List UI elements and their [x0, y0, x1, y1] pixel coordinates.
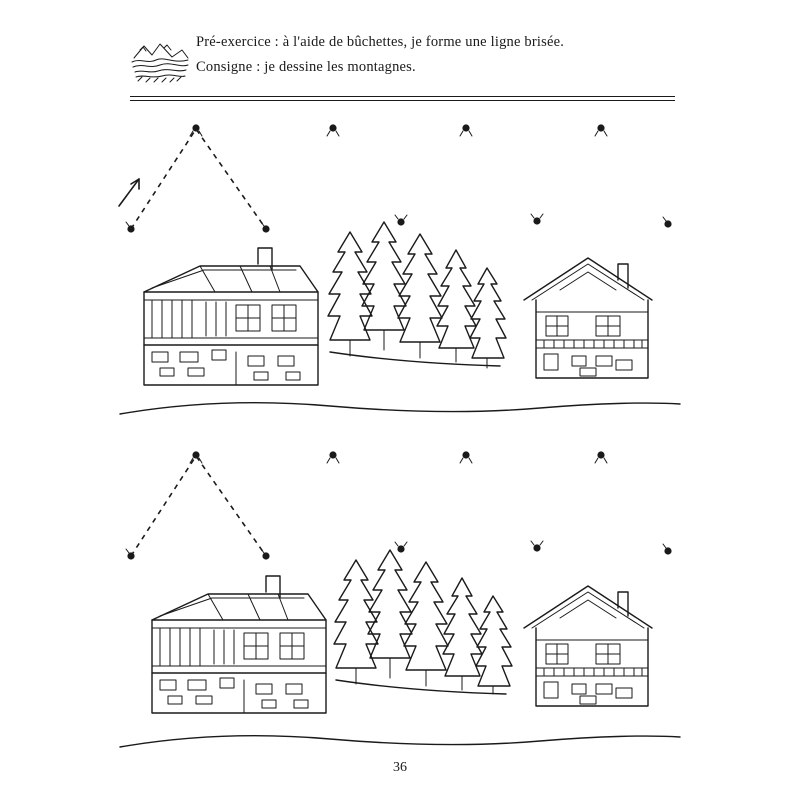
- instruction-line: Consigne : je dessine les montagnes.: [196, 59, 416, 75]
- horizon-line-row2: [120, 736, 680, 747]
- chalet-large-row2: [152, 576, 326, 713]
- header-divider: [130, 96, 675, 101]
- start-arrow-row1: [119, 179, 139, 206]
- guide-dots-row2: [126, 451, 672, 559]
- row-2-group: [120, 451, 680, 747]
- model-broken-line-row1: [131, 129, 266, 229]
- fir-tree-forest-row1: [328, 222, 506, 368]
- row-1-group: [119, 124, 680, 414]
- guide-dots-row1: [126, 124, 672, 232]
- chalet-small-row2: [524, 586, 652, 706]
- fir-tree-forest-row2: [334, 550, 512, 694]
- worksheet-header: [130, 30, 675, 100]
- header-text-block: [196, 30, 666, 80]
- model-broken-line-row2: [131, 456, 266, 556]
- page-number: 36: [393, 760, 407, 775]
- chalet-large-row1: [144, 248, 318, 385]
- mountain-sketch-icon: [130, 38, 190, 86]
- chalet-small-row1: [524, 258, 652, 378]
- pre-exercise-line: Pré-exercice : à l'aide de bûchettes, je forme une ligne brisée.: [196, 34, 565, 50]
- horizon-line-row1: [120, 403, 680, 414]
